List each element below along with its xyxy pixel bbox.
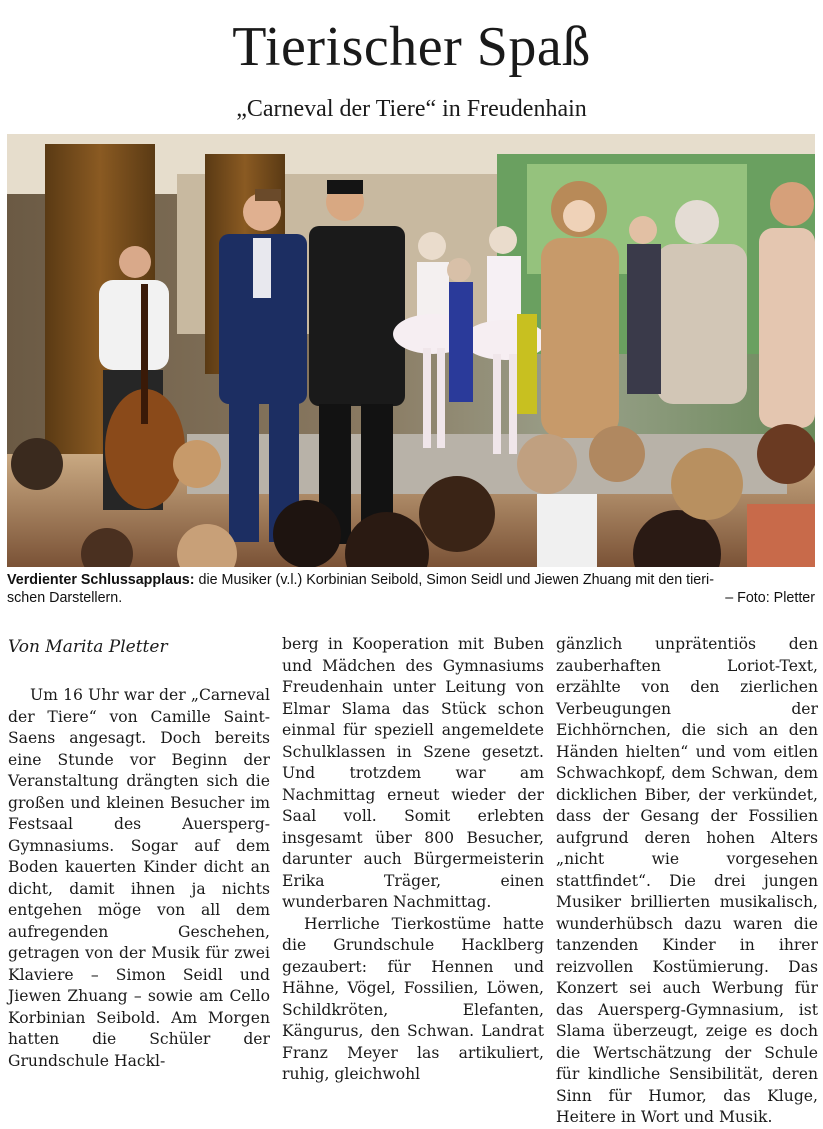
photo-stage-performance-icon xyxy=(7,134,815,567)
article-column-3 xyxy=(556,634,818,1129)
caption-text-line2: schen Darstellern. xyxy=(7,590,123,606)
article-paragraph: Um 16 Uhr war der „Carneval der Tiere“ von Camille Saint-Saens angesagt. Doch bereits eine Stunde vor Beginn der Veranstaltung drängten sich die großen und kleinen Besucher im Festsaal des Auersperg-Gymnasiums. Sogar auf dem Boden kauerten Kinder dicht an dicht, damit ihnen ja nichts entgehen möge von all dem aufregenden Geschehen, getragen von der Musik für zwei Klaviere – Simon Seidl und Jiewen Zhuang – sowie am Cello Korbinian Seibold. Am Morgen hatten die Schüler der Grundschule Hackl- xyxy=(8,686,270,1070)
headline: Tierischer Spaß xyxy=(232,16,591,78)
caption-text-line1: die Musiker (v.l.) Korbinian Seibold, Simon Seidl und Jiewen Zhuang mit den tieri- xyxy=(194,572,714,588)
byline: Von Marita Pletter xyxy=(8,637,168,657)
article-column-1 xyxy=(8,634,270,1072)
article-paragraph: gänzlich unprätentiös den zauberhaften Loriot-Text, erzählte von den zierlichen Verbeugungen der Eichhörnchen, die sich an den Händen hielten“ und vom eitlen Schwachkopf, dem Schwan, dem dicklichen Biber, der verkündet, dass der Gesang der Fossilien aufgrund deren hohen Alters „nicht wie vorgesehen stattfindet“. Die drei jungen Musiker brillierten musikalisch, wunderhübsch dazu waren die tanzenden Kinder in ihrer reizvollen Kostümierung. Das Konzert sei auch Werbung für das Auersperg-Gymnasium, ist Slama überzeugt, zeige es doch die Wertschätzung der Schule für kindliche Sensibilität, deren Sinn für Humor, das Kluge, Heitere in Wort und Musik. xyxy=(556,635,818,1126)
article-paragraph: Herrliche Tierkostüme hatte die Grundschule Hacklberg gezaubert: für Hennen und Hähne, Vögel, Fossilien, Löwen, Schildkröten, Elefanten, Kängurus, den Schwan. Landrat Franz Meyer las artikuliert, ruhig, gleichwohl xyxy=(282,914,544,1083)
photo-caption xyxy=(7,571,815,607)
subheadline: „Carneval der Tiere“ in Freudenhain xyxy=(236,96,587,122)
article-column-2 xyxy=(282,634,544,1086)
article-paragraph: berg in Kooperation mit Buben und Mädchen des Gymnasiums Freudenhain unter Leitung von Elmar Slama das Stück schon einmal für speziell angemeldete Schulklassen in Szene gesetzt. Und trotzdem war am Nachmittag erneut wieder der Saal voll. Somit erlebten insgesamt über 800 Besucher, darunter auch Bürgermeisterin Erika Träger, einen wunderbaren Nachmittag. xyxy=(282,635,544,911)
photo-credit: – Foto: Pletter xyxy=(725,590,815,606)
article-photo xyxy=(7,134,815,567)
caption-lead: Verdienter Schlussapplaus: xyxy=(7,572,195,588)
